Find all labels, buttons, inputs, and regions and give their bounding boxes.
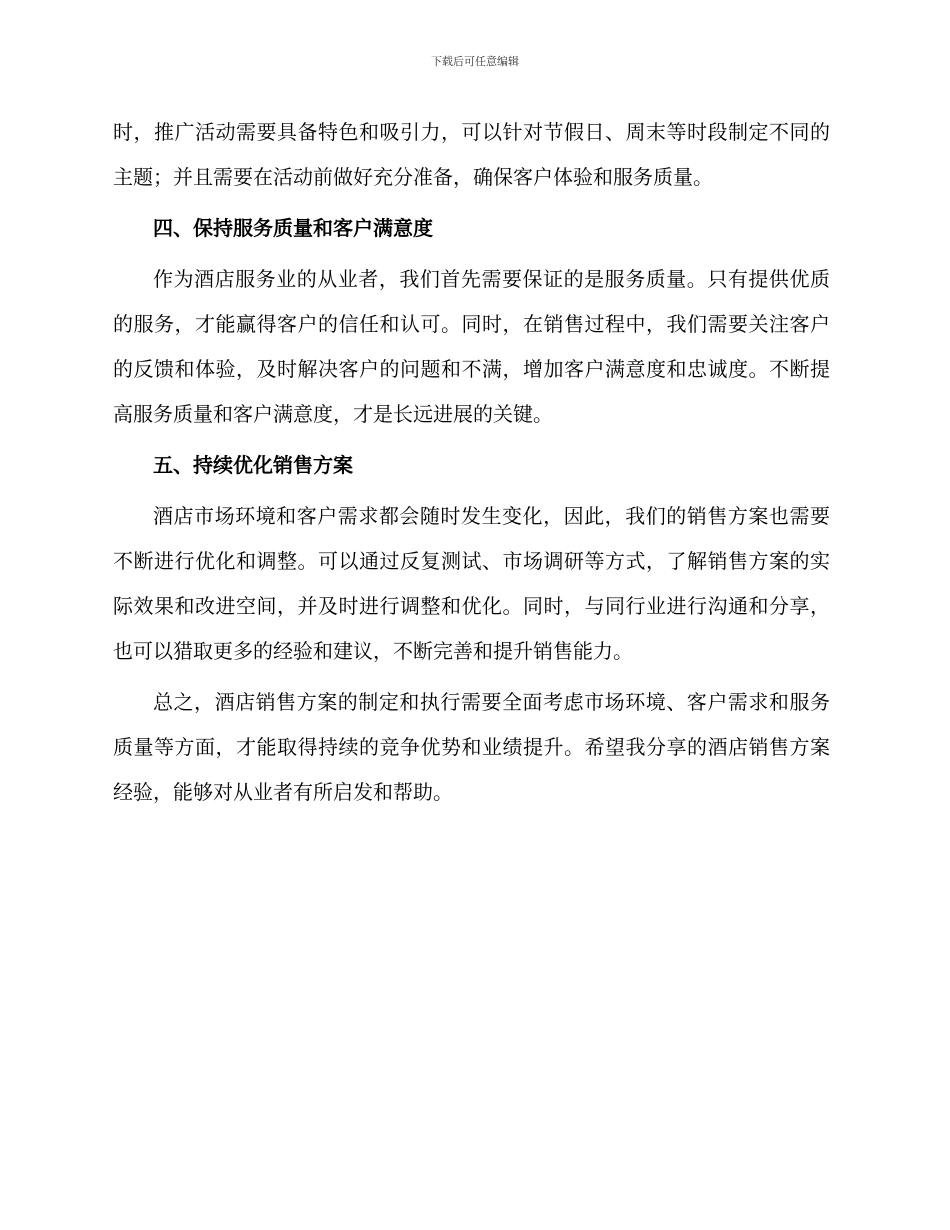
paragraph-section-5: 酒店市场环境和客户需求都会随时发生变化，因此，我们的销售方案也需要不断进行优化和调整。可以通过反复测试、市场调研等方式，了解销售方案的实际效果和改进空间，并及时进行调整和优化。同时，与同行业进行沟通和分享，也可以猎取更多的经验和建议，不断完善和提升销售能力。: [113, 504, 830, 663]
paragraph-conclusion: 总之，酒店销售方案的制定和执行需要全面考虑市场环境、客户需求和服务质量等方面，才能取得持续的竞争优势和业绩提升。希望我分享的酒店销售方案经验，能够对从业者有所启发和帮助。: [113, 690, 830, 804]
page-header: 下载后可任意编辑: [431, 55, 519, 68]
section-heading-5: 五、持续优化销售方案: [153, 453, 353, 477]
section-heading-4: 四、保持服务质量和客户满意度: [153, 216, 433, 240]
document-body: [113, 110, 830, 815]
paragraph-continuation: 时，推广活动需要具备特色和吸引力，可以针对节假日、周末等时段制定不同的主题；并且需要在活动前做好充分准备，确保客户体验和服务质量。: [113, 120, 830, 189]
paragraph-section-4: 作为酒店服务业的从业者，我们首先需要保证的是服务质量。只有提供优质的服务，才能赢得客户的信任和认可。同时，在销售过程中，我们需要关注客户的反馈和体验，及时解决客户的问题和不满，增加客户满意度和忠诚度。不断提高服务质量和客户满意度，才是长远进展的关键。: [113, 267, 830, 426]
